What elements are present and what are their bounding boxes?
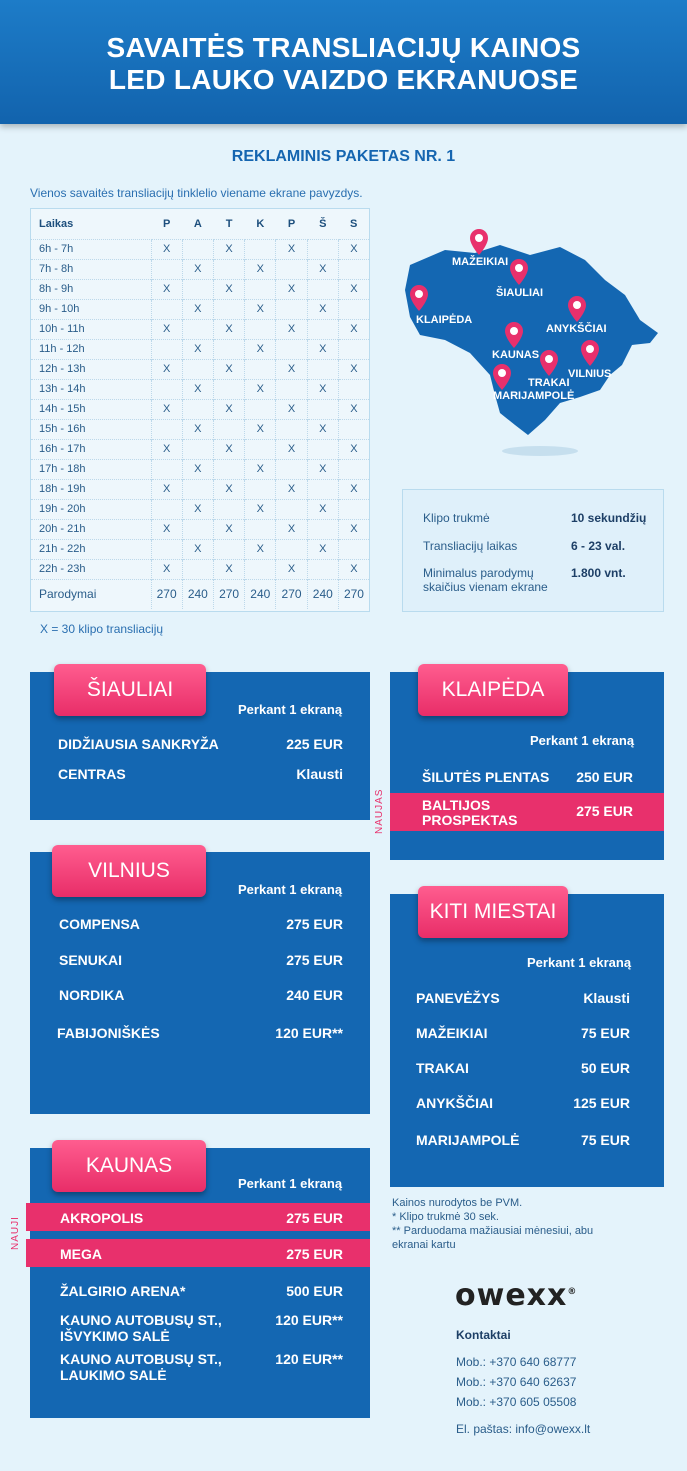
- schedule-cell: [245, 319, 276, 339]
- schedule-cell: X: [245, 419, 276, 439]
- schedule-cell: X: [213, 279, 244, 299]
- schedule-row: [31, 319, 369, 339]
- schedule-cell: X: [338, 279, 369, 299]
- day-header: P: [162, 217, 171, 230]
- item-price: 120 EUR**: [275, 1351, 343, 1367]
- schedule-cell: X: [338, 399, 369, 419]
- logo-text: owexx: [455, 1278, 568, 1313]
- schedule-cell: X: [307, 379, 338, 399]
- schedule-cell: X: [276, 439, 307, 459]
- total-cell: 240: [307, 579, 338, 609]
- schedule-cell: X: [245, 459, 276, 479]
- schedule-cell: [245, 279, 276, 299]
- schedule-row: [31, 339, 369, 359]
- map-label: TRAKAI: [528, 377, 570, 389]
- note-line: * Klipo trukmė 30 sek.: [392, 1211, 499, 1223]
- schedule-cell: X: [182, 499, 213, 519]
- lithuania-map: [400, 225, 665, 465]
- day-header: K: [256, 217, 265, 230]
- schedule-cell: [307, 519, 338, 539]
- schedule-row: [31, 499, 369, 519]
- schedule-cell: [213, 259, 244, 279]
- schedule-row: [31, 439, 369, 459]
- item-name: ŠILUTĖS PLENTAS: [422, 769, 550, 785]
- schedule-cell: [151, 259, 182, 279]
- schedule-cell: X: [307, 419, 338, 439]
- item-price: 75 EUR: [580, 1132, 630, 1148]
- schedule-cell: X: [338, 559, 369, 579]
- schedule-cell: [276, 339, 307, 359]
- time-cell: 17h - 18h: [31, 459, 151, 479]
- schedule-table: [30, 208, 370, 612]
- phone-number[interactable]: Mob.: +370 640 68777: [456, 1355, 577, 1369]
- schedule-cell: [182, 279, 213, 299]
- schedule-cell: [245, 399, 276, 419]
- schedule-row: [31, 519, 369, 539]
- total-cell: 270: [276, 579, 307, 609]
- schedule-row: [31, 299, 369, 319]
- schedule-cell: [276, 299, 307, 319]
- item-name: IŠVYKIMO SALĖ: [60, 1328, 170, 1344]
- email-link[interactable]: El. paštas: info@owexx.lt: [456, 1422, 591, 1436]
- schedule-cell: [151, 539, 182, 559]
- schedule-row: [31, 379, 369, 399]
- time-cell: 11h - 12h: [31, 339, 151, 359]
- time-cell: 18h - 19h: [31, 479, 151, 499]
- schedule-cell: X: [338, 359, 369, 379]
- total-cell: 240: [245, 579, 276, 609]
- item-name: TRAKAI: [416, 1060, 469, 1076]
- schedule-cell: [182, 239, 213, 259]
- schedule-cell: X: [338, 319, 369, 339]
- map-label: ŠIAULIAI: [496, 287, 544, 299]
- schedule-cell: X: [182, 379, 213, 399]
- time-cell: 16h - 17h: [31, 439, 151, 459]
- item-price: 275 EUR: [286, 952, 343, 968]
- schedule-cell: X: [276, 359, 307, 379]
- total-cell: 270: [338, 579, 369, 609]
- schedule-cell: X: [276, 239, 307, 259]
- schedule-cell: X: [213, 439, 244, 459]
- schedule-cell: [213, 379, 244, 399]
- day-header: P: [287, 217, 296, 230]
- map-pin-icon: [493, 364, 511, 390]
- item-price: Klausti: [296, 766, 343, 782]
- item-name: MEGA: [60, 1246, 102, 1262]
- schedule-row: [31, 279, 369, 299]
- schedule-cell: X: [245, 539, 276, 559]
- schedule-cell: [245, 559, 276, 579]
- schedule-cell: X: [245, 379, 276, 399]
- item-name: COMPENSA: [59, 916, 140, 932]
- item-name: FABIJONIŠKĖS: [57, 1025, 160, 1041]
- schedule-row: [31, 239, 369, 259]
- phone-number[interactable]: Mob.: +370 640 62637: [456, 1375, 577, 1389]
- schedule-cell: X: [245, 499, 276, 519]
- schedule-cell: X: [182, 459, 213, 479]
- schedule-cell: [151, 419, 182, 439]
- schedule-row: [31, 459, 369, 479]
- schedule-cell: X: [338, 439, 369, 459]
- schedule-cell: X: [151, 439, 182, 459]
- schedule-cell: X: [245, 339, 276, 359]
- item-name: NORDIKA: [59, 987, 125, 1003]
- total-cell: 240: [182, 579, 213, 609]
- item-name: KAUNO AUTOBUSŲ ST.,: [60, 1351, 222, 1367]
- info-value: 1.800 vnt.: [571, 566, 626, 580]
- city-badge: KLAIPĖDA: [418, 664, 568, 716]
- item-price: 275 EUR: [286, 916, 343, 932]
- day-header: T: [225, 217, 233, 230]
- map-label: ANYKŠČIAI: [546, 323, 607, 335]
- time-cell: 14h - 15h: [31, 399, 151, 419]
- schedule-cell: X: [182, 299, 213, 319]
- map-pin-icon: [581, 340, 599, 366]
- item-name: KAUNO AUTOBUSŲ ST.,: [60, 1312, 222, 1328]
- schedule-cell: [213, 459, 244, 479]
- item-name: LAUKIMO SALĖ: [60, 1367, 167, 1383]
- schedule-row: [31, 539, 369, 559]
- schedule-cell: [213, 419, 244, 439]
- schedule-cell: [338, 499, 369, 519]
- schedule-cell: X: [307, 339, 338, 359]
- schedule-cell: [245, 359, 276, 379]
- info-value: 6 - 23 val.: [571, 539, 626, 553]
- schedule-cell: X: [182, 419, 213, 439]
- phone-number[interactable]: Mob.: +370 605 05508: [456, 1395, 577, 1409]
- header-banner: [0, 0, 687, 124]
- schedule-cell: X: [307, 539, 338, 559]
- schedule-cell: X: [213, 239, 244, 259]
- schedule-cell: [307, 399, 338, 419]
- city-sub: Perkant 1 ekraną: [238, 882, 343, 897]
- map-pin-icon: [510, 259, 528, 285]
- item-name: AKROPOLIS: [60, 1210, 144, 1226]
- schedule-cell: [151, 339, 182, 359]
- schedule-cell: [182, 439, 213, 459]
- city-badge: KAUNAS: [52, 1140, 206, 1192]
- map-label: KLAIPĖDA: [416, 314, 473, 326]
- schedule-cell: X: [307, 299, 338, 319]
- totals-row: [31, 579, 369, 609]
- schedule-cell: X: [151, 479, 182, 499]
- header-title-line1: SAVAITĖS TRANSLIACIJŲ KAINOS: [106, 32, 581, 63]
- time-cell: 15h - 16h: [31, 419, 151, 439]
- item-price: Klausti: [583, 990, 630, 1006]
- schedule-row: [31, 399, 369, 419]
- schedule-cell: X: [338, 239, 369, 259]
- price-notes: [392, 1196, 593, 1252]
- schedule-cell: X: [213, 479, 244, 499]
- schedule-cell: [151, 499, 182, 519]
- schedule-cell: X: [213, 519, 244, 539]
- note-line: ** Parduodama mažiausiai mėnesiui, abu: [392, 1225, 594, 1237]
- schedule-cell: X: [245, 299, 276, 319]
- map-pin-icon: [470, 229, 488, 255]
- schedule-cell: [276, 419, 307, 439]
- schedule-cell: [182, 399, 213, 419]
- schedule-cell: X: [307, 259, 338, 279]
- day-header: S: [350, 217, 358, 230]
- schedule-cell: [213, 339, 244, 359]
- schedule-row: [31, 359, 369, 379]
- map-label: VILNIUS: [568, 368, 612, 380]
- schedule-cell: [151, 299, 182, 319]
- item-name: BALTIJOS: [422, 797, 491, 813]
- item-price: 275 EUR: [286, 1246, 343, 1262]
- schedule-cell: X: [307, 499, 338, 519]
- highlight-row-content: [422, 797, 642, 829]
- total-cell: 270: [213, 579, 244, 609]
- schedule-cell: [245, 439, 276, 459]
- item-price: 75 EUR: [580, 1025, 630, 1041]
- map-label: MAŽEIKIAI: [452, 256, 509, 268]
- schedule-cell: X: [338, 519, 369, 539]
- time-cell: 19h - 20h: [31, 499, 151, 519]
- schedule-cell: [307, 239, 338, 259]
- city-badge: ŠIAULIAI: [54, 664, 206, 716]
- schedule-cell: X: [213, 319, 244, 339]
- item-name: CENTRAS: [58, 766, 126, 782]
- time-cell: 13h - 14h: [31, 379, 151, 399]
- item-price: 50 EUR: [580, 1060, 630, 1076]
- map-label: MARIJAMPOLĖ: [493, 390, 575, 402]
- schedule-cell: X: [276, 559, 307, 579]
- schedule-row: [31, 419, 369, 439]
- time-cell: 9h - 10h: [31, 299, 151, 319]
- item-name: ŽALGIRIO ARENA*: [60, 1283, 186, 1299]
- time-cell: 20h - 21h: [31, 519, 151, 539]
- schedule-cell: X: [151, 399, 182, 419]
- item-price: 275 EUR: [576, 803, 633, 819]
- schedule-cell: X: [276, 319, 307, 339]
- schedule-cell: X: [276, 519, 307, 539]
- schedule-cell: X: [151, 359, 182, 379]
- time-cell: 12h - 13h: [31, 359, 151, 379]
- map-pin-icon: [410, 285, 428, 311]
- schedule-cell: [182, 359, 213, 379]
- schedule-cell: [245, 519, 276, 539]
- item-name: ANYKŠČIAI: [416, 1095, 494, 1111]
- map-pin-icon: [568, 296, 586, 322]
- info-value: 10 sekundžių: [571, 511, 647, 525]
- schedule-cell: X: [307, 459, 338, 479]
- schedule-cell: [182, 479, 213, 499]
- schedule-cell: X: [213, 399, 244, 419]
- schedule-cell: [276, 539, 307, 559]
- city-sub: Perkant 1 ekraną: [530, 733, 635, 748]
- time-cell: 21h - 22h: [31, 539, 151, 559]
- schedule-cell: X: [213, 359, 244, 379]
- schedule-caption: Vienos savaitės transliacijų tinklelio viename ekrane pavyzdys.: [30, 186, 363, 200]
- item-name: SENUKAI: [59, 952, 123, 968]
- owexx-logo: [455, 1278, 577, 1313]
- item-name: MAŽEIKIAI: [416, 1025, 488, 1041]
- schedule-cell: [338, 419, 369, 439]
- item-price: 125 EUR: [573, 1095, 630, 1111]
- schedule-cell: X: [151, 559, 182, 579]
- city-badge: KITI MIESTAI: [418, 886, 568, 938]
- city-badge: VILNIUS: [52, 845, 206, 897]
- item-price: 120 EUR**: [275, 1312, 343, 1328]
- item-price: 225 EUR: [286, 736, 343, 752]
- schedule-cell: X: [182, 339, 213, 359]
- day-header: Š: [319, 217, 327, 230]
- schedule-cell: X: [151, 239, 182, 259]
- item-price: 250 EUR: [576, 769, 633, 785]
- schedule-cell: X: [151, 319, 182, 339]
- time-cell: 7h - 8h: [31, 259, 151, 279]
- map-label: KAUNAS: [492, 349, 540, 361]
- schedule-cell: [338, 459, 369, 479]
- schedule-cell: X: [151, 279, 182, 299]
- map-shape: [400, 225, 665, 465]
- schedule-cell: X: [276, 279, 307, 299]
- schedule-cell: [182, 319, 213, 339]
- schedule-cell: X: [213, 559, 244, 579]
- schedule-cell: [307, 439, 338, 459]
- schedule-cell: X: [338, 479, 369, 499]
- schedule-cell: [338, 299, 369, 319]
- info-label: skaičius vienam ekrane: [423, 580, 548, 594]
- schedule-cell: [307, 319, 338, 339]
- registered-mark: ®: [567, 1287, 578, 1297]
- item-name: PANEVĖŽYS: [416, 990, 500, 1006]
- time-header: Laikas: [39, 217, 74, 230]
- totals-label: Parodymai: [31, 579, 151, 609]
- schedule-cell: [338, 339, 369, 359]
- info-label: Minimalus parodymų: [423, 566, 534, 580]
- schedule-cell: X: [151, 519, 182, 539]
- item-price: 240 EUR: [286, 987, 343, 1003]
- schedule-cell: [276, 459, 307, 479]
- schedule-cell: [151, 459, 182, 479]
- schedule-cell: [213, 539, 244, 559]
- item-name: DIDŽIAUSIA SANKRYŽA: [58, 736, 219, 752]
- schedule-cell: [276, 259, 307, 279]
- city-sub: Perkant 1 ekraną: [238, 1176, 343, 1191]
- time-cell: 10h - 11h: [31, 319, 151, 339]
- schedule-cell: X: [245, 259, 276, 279]
- schedule-row: [31, 559, 369, 579]
- schedule-cell: [307, 359, 338, 379]
- schedule-cell: [338, 259, 369, 279]
- schedule-cell: [276, 499, 307, 519]
- schedule-cell: X: [276, 399, 307, 419]
- item-name: MARIJAMPOLĖ: [416, 1132, 520, 1148]
- new-label: NAUJAS: [374, 788, 385, 834]
- schedule-cell: [338, 379, 369, 399]
- city-sub: Perkant 1 ekraną: [238, 702, 343, 717]
- info-label: Klipo trukmė: [423, 511, 490, 525]
- day-header: A: [193, 217, 202, 230]
- schedule-cell: [307, 479, 338, 499]
- schedule-cell: [307, 279, 338, 299]
- total-cell: 270: [151, 579, 182, 609]
- schedule-row: [31, 479, 369, 499]
- schedule-note: X = 30 klipo transliacijų: [40, 622, 164, 636]
- schedule-cell: [213, 299, 244, 319]
- schedule-cell: [182, 519, 213, 539]
- schedule-cell: [338, 539, 369, 559]
- note-line: ekranai kartu: [392, 1239, 456, 1251]
- note-line: Kainos nurodytos be PVM.: [392, 1197, 523, 1209]
- time-cell: 8h - 9h: [31, 279, 151, 299]
- header-title-line2: LED LAUKO VAIZDO EKRANUOSE: [108, 64, 579, 95]
- item-price: 120 EUR**: [275, 1025, 343, 1041]
- schedule-cell: [245, 239, 276, 259]
- info-label: Transliacijų laikas: [423, 539, 518, 553]
- time-cell: 6h - 7h: [31, 239, 151, 259]
- package-title: REKLAMINIS PAKETAS NR. 1: [231, 148, 456, 165]
- time-cell: 22h - 23h: [31, 559, 151, 579]
- schedule-cell: X: [182, 259, 213, 279]
- schedule-cell: [307, 559, 338, 579]
- map-pin-icon: [540, 350, 558, 376]
- new-label: NAUJI: [10, 1216, 21, 1250]
- info-box: [402, 489, 664, 612]
- schedule-row: [31, 259, 369, 279]
- item-name: PROSPEKTAS: [422, 812, 518, 828]
- schedule-cell: [151, 379, 182, 399]
- schedule-cell: [213, 499, 244, 519]
- contacts-title: Kontaktai: [456, 1328, 511, 1342]
- schedule-header-row: [31, 209, 369, 239]
- schedule-cell: X: [182, 539, 213, 559]
- item-price: 275 EUR: [286, 1210, 343, 1226]
- item-price: 500 EUR: [286, 1283, 343, 1299]
- city-sub: Perkant 1 ekraną: [527, 955, 632, 970]
- schedule-cell: X: [276, 479, 307, 499]
- map-pin-icon: [505, 322, 523, 348]
- schedule-cell: [245, 479, 276, 499]
- schedule-cell: [182, 559, 213, 579]
- schedule-cell: [276, 379, 307, 399]
